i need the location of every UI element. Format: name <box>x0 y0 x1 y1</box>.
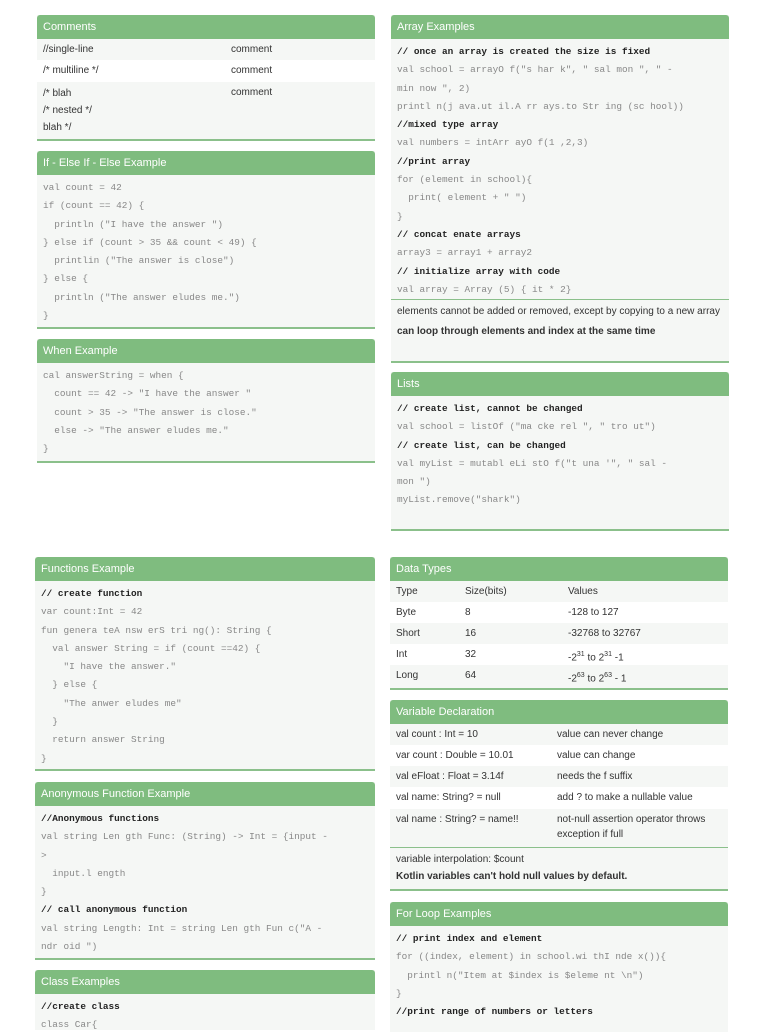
when-card <box>37 339 375 463</box>
var-desc: not-null assertion operator throws exception if full <box>557 814 706 840</box>
array-title: Array Examples <box>391 15 729 39</box>
code-comment: //print array <box>397 155 471 167</box>
table-row <box>390 745 728 766</box>
type-cell: Int <box>396 649 408 660</box>
code-comment: //Anonymous functions <box>41 813 160 824</box>
code-line: } <box>41 752 47 764</box>
header-type: Type <box>396 586 418 597</box>
header-size: Size(bits) <box>465 586 507 597</box>
var-code: val count : Int = 10 <box>396 729 478 740</box>
code-comment: // print index and element <box>396 933 543 944</box>
comment-desc: comment <box>231 44 273 55</box>
code-line: return answer String <box>41 734 165 746</box>
code-comment: //print range of numbers or letters <box>396 1006 593 1018</box>
class-title: Class Examples <box>35 970 375 994</box>
code-block <box>35 806 375 956</box>
if-else-card <box>37 151 375 329</box>
code-comment: // create list, cannot be changed <box>397 403 583 414</box>
code-line: } else { <box>43 273 89 285</box>
table-row <box>390 644 728 665</box>
type-cell: Byte <box>396 607 417 618</box>
variable-card <box>390 700 728 891</box>
values-cell: -128 to 127 <box>568 607 619 618</box>
code-line: } else { <box>41 679 98 691</box>
values-cell: $-2^{63}$ to $2^{63} - 1$ <box>568 672 627 685</box>
array-note-bold: can loop through elements and index at the same time <box>397 326 656 338</box>
table-row <box>37 39 375 60</box>
code-line: min now ", 2) <box>397 82 471 94</box>
anon-function-title: Anonymous Function Example <box>35 782 375 806</box>
code-line: printl n("Item at $index is $eleme nt \n") <box>396 969 644 981</box>
code-block <box>391 396 729 510</box>
comments-title: Comments <box>37 15 375 39</box>
table-row <box>390 787 728 809</box>
type-cell: Long <box>396 670 419 681</box>
code-line: for ((index, element) in school.wi thI nde x()){ <box>396 951 667 963</box>
code-line: class Car{ <box>41 1019 98 1031</box>
code-line: } <box>43 443 49 455</box>
code-comment: //mixed type array <box>397 119 499 131</box>
code-line: > <box>41 849 47 861</box>
code-line: } <box>396 987 402 999</box>
comment-code: /* multiline */ <box>43 65 99 76</box>
code-line: fun genera teA nsw erS tri ng(): String { <box>41 624 272 636</box>
code-line: array3 = array1 + array2 <box>397 247 533 259</box>
code-block <box>391 39 729 299</box>
code-line: printl n(j ava.ut il.A rr ays.to Str ing (sc hool)) <box>397 100 684 112</box>
table-row <box>390 602 728 623</box>
table-row <box>37 82 375 139</box>
variable-note-bold: Kotlin variables can't hold null values by default. <box>396 871 628 882</box>
var-desc: value can never change <box>557 729 664 740</box>
code-line: cal answerString = when { <box>43 370 184 381</box>
for-loop-card <box>390 902 728 1032</box>
code-line: val numbers = intArr ayO f(1 ,2,3) <box>397 137 589 149</box>
code-comment: // create list, can be changed <box>397 439 566 451</box>
for-loop-title: For Loop Examples <box>390 902 728 926</box>
code-line: myList.remove("shark") <box>397 494 521 506</box>
functions-card <box>35 557 375 771</box>
var-code: val eFloat : Float = 3.14f <box>396 771 504 782</box>
code-line: count > 35 -> "The answer is close." <box>43 406 257 418</box>
data-types-title: Data Types <box>390 557 728 581</box>
code-line: "I have the answer." <box>41 661 177 673</box>
code-comment: // initialize array with code <box>397 265 561 277</box>
comments-card <box>37 15 375 141</box>
code-line: val answer String = if (count ==42) { <box>41 642 261 654</box>
size-cell: 8 <box>465 607 471 618</box>
anon-function-card <box>35 782 375 960</box>
var-code: val name: String? = null <box>396 792 501 803</box>
size-cell: 32 <box>465 649 477 660</box>
code-line: ndr oid ") <box>41 941 98 953</box>
lists-title: Lists <box>391 372 729 396</box>
code-line: val myList = mutabl eLi stO f("t una '", " sal - <box>397 457 668 469</box>
code-line: println ("The answer eludes me.") <box>43 291 240 303</box>
code-line: val array = Array (5) { it * 2} <box>397 283 572 295</box>
code-line: mon ") <box>397 476 431 488</box>
code-comment: //create class <box>41 1001 120 1012</box>
code-line: count == 42 -> "I have the answer " <box>43 388 252 400</box>
lists-card <box>391 372 729 531</box>
code-line: input.l ength <box>41 867 126 879</box>
size-cell: 64 <box>465 670 477 681</box>
code-line: val school = listOf ("ma cke rel ", " tro ut") <box>397 421 656 433</box>
code-line: } <box>41 886 47 898</box>
variable-title: Variable Declaration <box>390 700 728 724</box>
var-desc: add ? to make a nullable value <box>557 792 693 803</box>
code-comment: // concat enate arrays <box>397 228 521 240</box>
code-line: } else if (count > 35 && count < 49) { <box>43 236 257 248</box>
code-block <box>37 363 375 458</box>
table-row <box>390 809 728 847</box>
class-card <box>35 970 375 1030</box>
code-line: print( element + " ") <box>397 192 527 204</box>
table-row <box>390 766 728 787</box>
code-comment: // once an array is created the size is fixed <box>397 46 651 57</box>
table-header <box>390 581 728 602</box>
code-line: for (element in school){ <box>397 174 533 186</box>
code-line: } <box>41 716 58 728</box>
var-code: var count : Double = 10.01 <box>396 750 514 761</box>
code-line: } <box>43 310 49 322</box>
code-line: "The anwer eludes me" <box>41 697 182 709</box>
code-line: var count:Int = 42 <box>41 606 143 618</box>
code-line: printlin ("The answer is close") <box>43 255 235 267</box>
code-block <box>35 994 375 1035</box>
array-note: elements cannot be added or removed, except by copying to a new array <box>397 306 720 318</box>
table-row <box>390 665 728 686</box>
when-title: When Example <box>37 339 375 363</box>
code-line: println ("I have the answer ") <box>43 218 224 230</box>
code-line: val school = arrayO f("s har k", " sal mon ", " - <box>397 64 673 76</box>
comment-code: //single-line <box>43 44 94 55</box>
if-else-title: If - Else If - Else Example <box>37 151 375 175</box>
code-block <box>37 175 375 325</box>
var-code: val name : String? = name!! <box>396 814 519 825</box>
size-cell: 16 <box>465 628 477 639</box>
functions-title: Functions Example <box>35 557 375 581</box>
code-line: if (count == 42) { <box>43 200 145 212</box>
type-cell: Short <box>396 628 420 639</box>
var-desc: needs the f suffix <box>557 771 633 782</box>
table-row <box>390 724 728 745</box>
code-comment: // call anonymous function <box>41 904 188 916</box>
code-block <box>390 926 728 1021</box>
variable-note: variable interpolation: $count <box>396 854 524 865</box>
comment-code: /* blah /* nested */ blah */ <box>43 88 92 133</box>
header-values: Values <box>568 586 598 597</box>
code-line: val count = 42 <box>43 182 122 193</box>
table-row <box>37 60 375 82</box>
code-comment: // create function <box>41 588 143 599</box>
var-desc: value can change <box>557 750 636 761</box>
comment-desc: comment <box>231 87 273 98</box>
array-card <box>391 15 729 363</box>
code-line: } <box>397 210 403 222</box>
comment-desc: comment <box>231 65 273 76</box>
code-line: val string Len gth Func: (String) -> Int = {input - <box>41 831 328 843</box>
values-cell: -32768 to 32767 <box>568 628 641 639</box>
values-cell: $-2^{31}$ to $2^{31}$ -1 <box>568 651 624 664</box>
data-types-card <box>390 557 728 690</box>
table-row <box>390 623 728 644</box>
code-block <box>35 581 375 768</box>
code-line: else -> "The answer eludes me." <box>43 424 229 436</box>
code-line: val string Length: Int = string Len gth Fun c("A - <box>41 922 323 934</box>
